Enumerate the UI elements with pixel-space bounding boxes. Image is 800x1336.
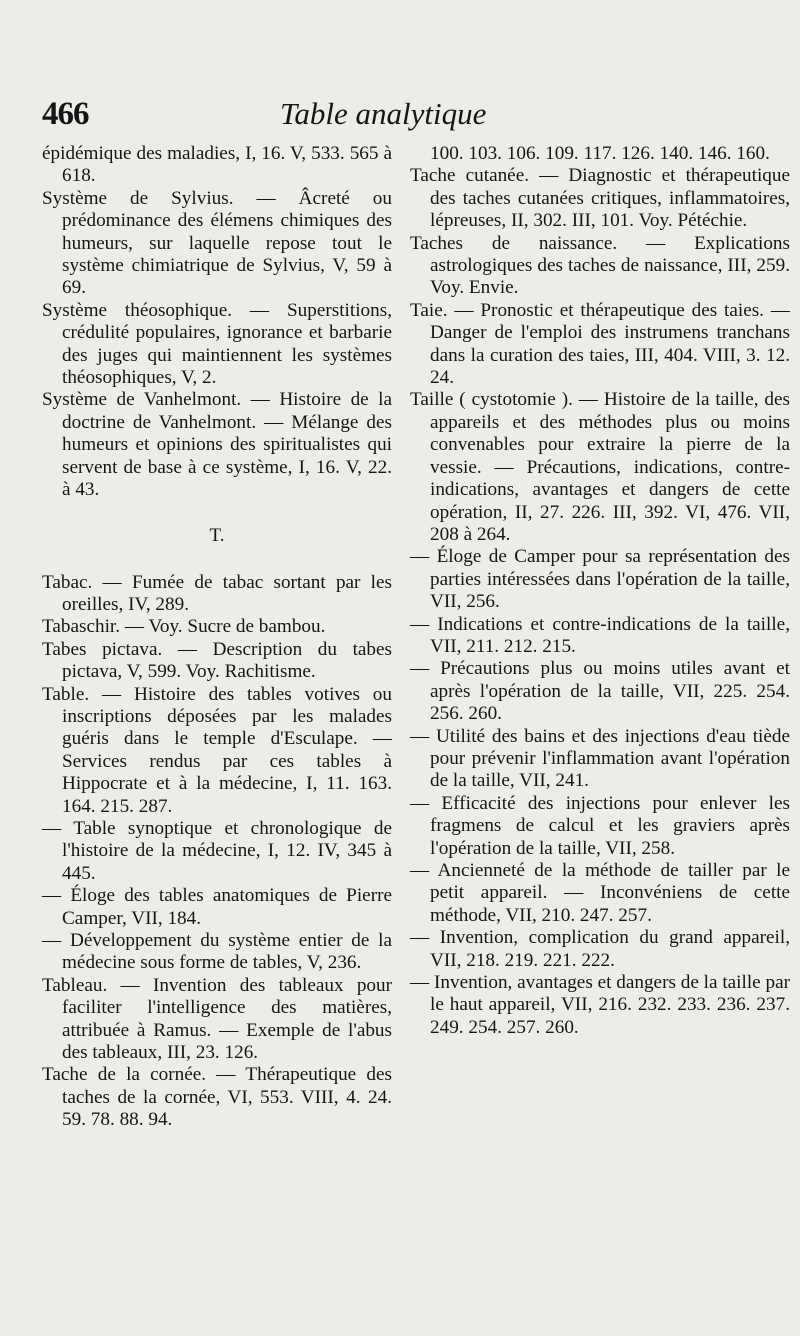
index-entry-continuation: 100. 103. 106. 109. 117. 126. 140. 146. 160. <box>430 143 770 164</box>
index-entry: épidémique des maladies, I, 16. V, 533. 565 à 618. <box>42 143 392 187</box>
index-entry: — Développement du système entier de la médecine sous forme de tables, V, 236. <box>42 930 392 974</box>
left-column <box>42 143 392 1132</box>
index-entry: Tabaschir. — Voy. Sucre de bambou. <box>42 616 326 638</box>
letter-heading: T. <box>209 524 225 546</box>
running-title: Table analytique <box>280 96 487 131</box>
index-entry: Tache cutanée. — Diagnostic et thérapeutique des taches cutanées critiques, inflammatoires, lépreuses, II, 302. III, 101. Voy. Pétéchie. <box>410 165 790 232</box>
index-entry: Système théosophique. — Superstitions, crédulité populaires, ignorance et barbarie des juges qui maintiennent les systèmes théosophiques, V, 2. <box>42 299 392 389</box>
index-entry: — Précautions plus ou moins utiles avant et après l'opération de la taille, VII, 225. 254. 256. 260. <box>410 658 790 725</box>
index-entry: — Efficacité des injections pour enlever les fragmens de calcul et les graviers après l'opération de la taille, VII, 258. <box>410 792 790 859</box>
index-entry: — Ancienneté de la méthode de tailler par le petit appareil. — Inconvéniens de cette méthode, VII, 210. 247. 257. <box>410 860 790 926</box>
index-entry: Système de Sylvius. — Âcreté ou prédominance des élémens chimiques des humeurs, sur laquelle repose tout le système chimiatrique de Sylvius, V, 59 à 69. <box>42 187 392 299</box>
index-entry: Table. — Histoire des tables votives ou inscriptions déposées par les malades guéris dans le temple d'Esculape. — Services rendus par ces tables à Hippocrate et à la médecine, I, 11. 163. 164. 215. 287. <box>42 683 392 817</box>
running-head <box>42 96 792 136</box>
index-entry: — Table synoptique et chronologique de l'histoire de la médecine, I, 12. IV, 345 à 445. <box>42 817 392 884</box>
index-entry: — Éloge des tables anatomiques de Pierre Camper, VII, 184. <box>42 885 392 929</box>
index-entry: Tabes pictava. — Description du tabes pictava, V, 599. Voy. Rachitisme. <box>42 638 392 683</box>
index-entry: — Invention, complication du grand appareil, VII, 218. 219. 221. 222. <box>410 927 790 971</box>
index-entry: Tache de la cornée. — Thérapeutique des taches de la cornée, VI, 553. VIII, 4. 24. 59. 78. 88. 94. <box>42 1064 392 1131</box>
index-entry: Taie. — Pronostic et thérapeutique des taies. — Danger de l'emploi des instrumens tranchans dans la curation des taies, III, 404. VIII, 3. 12. 24. <box>410 299 790 389</box>
index-entry: — Indications et contre-indications de la taille, VII, 211. 212. 215. <box>410 613 790 657</box>
index-entry: Tableau. — Invention des tableaux pour faciliter l'intelligence des matières, attribuée à Ramus. — Exemple de l'abus des tableaux, III, 23. 126. <box>42 974 392 1064</box>
right-column <box>410 143 790 1039</box>
index-entry: Taches de naissance. — Explications astrologiques des taches de naissance, III, 259. Voy. Envie. <box>410 232 790 299</box>
index-entry: — Éloge de Camper pour sa représentation des parties intéressées dans l'opération de la taille, VII, 256. <box>410 546 790 613</box>
index-entry: Tabac. — Fumée de tabac sortant par les oreilles, IV, 289. <box>42 571 392 615</box>
index-entry: — Invention, avantages et dangers de la taille par le haut appareil, VII, 216. 232. 233. 236. 237. 249. 254. 257. 260. <box>410 972 790 1038</box>
index-entry: Système de Vanhelmont. — Histoire de la doctrine de Vanhelmont. — Mélange des humeurs et opinions des spiritualistes qui servent de base à ce système, I, 16. V, 22. à 43. <box>42 389 392 501</box>
index-entry: — Utilité des bains et des injections d'eau tiède pour prévenir l'inflammation avant l'opération de la taille, VII, 241. <box>410 725 790 792</box>
index-entry: Taille ( cystotomie ). — Histoire de la taille, des appareils et des méthodes plus ou moins convenables pour extraire la pierre de la vessie. — Précautions, indications, contre-indications, avantages et dangers de cette opération, II, 27. 226. III, 392. VI, 476. VII, 208 à 264. <box>410 389 790 545</box>
page-number: 466 <box>42 96 89 132</box>
